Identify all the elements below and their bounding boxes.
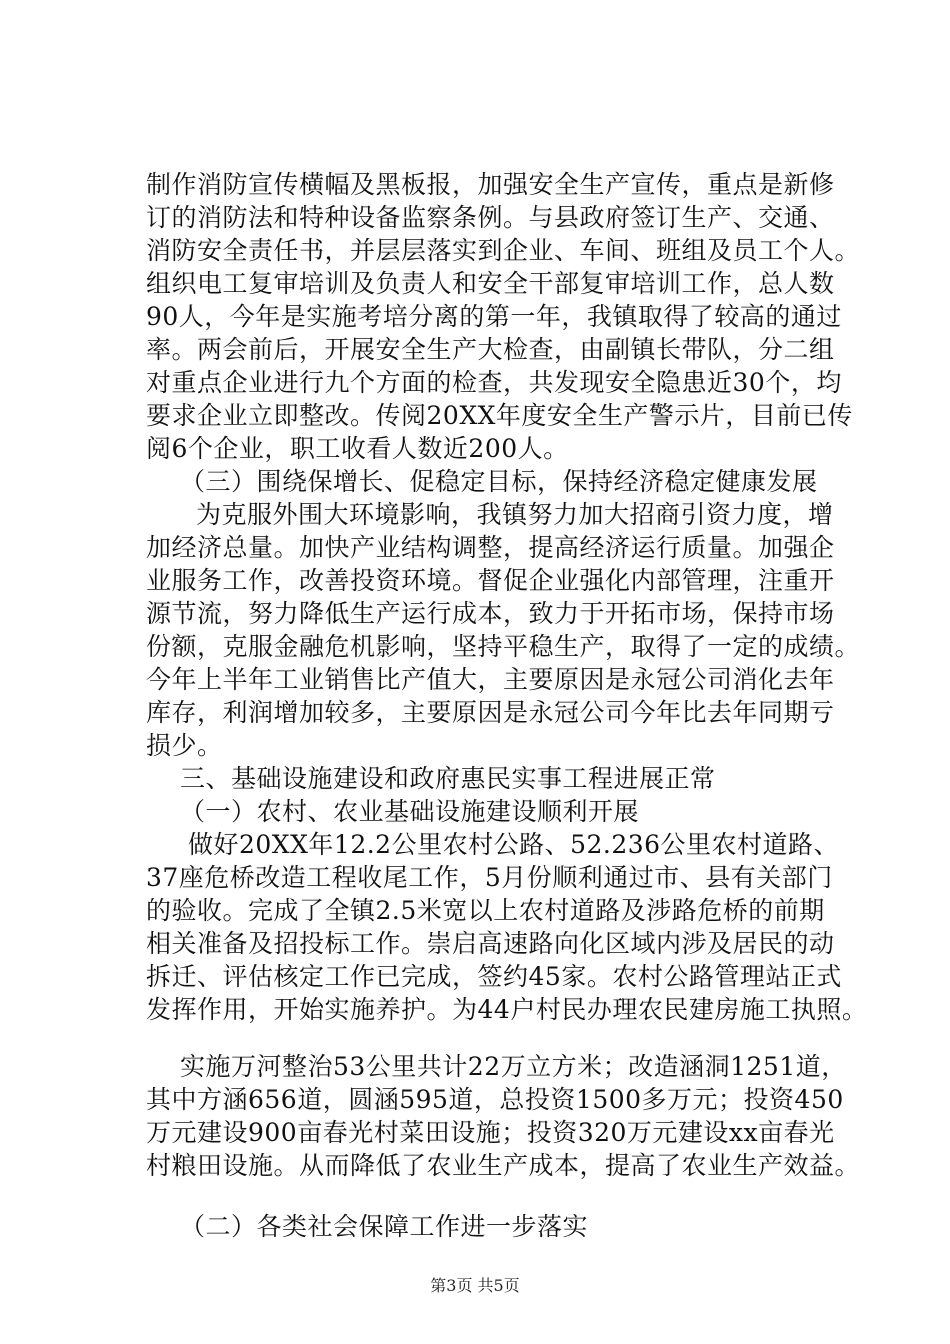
- body-text-line: 源节流，努力降低生产运行成本，致力于开拓市场，保持市场: [146, 599, 835, 628]
- body-text-line: 制作消防宣传横幅及黑板报，加强安全生产宣传，重点是新修: [146, 170, 835, 199]
- body-text-line: 发挥作用，开始实施养护。为44户村民办理农民建房施工执照。: [146, 995, 868, 1024]
- body-text-line: 相关准备及招投标工作。崇启高速路向化区域内涉及居民的动: [146, 929, 835, 958]
- section-heading: （三）围绕保增长、促稳定目标，保持经济稳定健康发展: [180, 467, 818, 496]
- body-text-line: 订的消防法和特种设备监察条例。与县政府签订生产、交通、: [146, 203, 835, 232]
- body-text-line: 万元建设900亩春光村菜田设施；投资320万元建设xx亩春光: [146, 1118, 835, 1147]
- body-text-line: 今年上半年工业销售比产值大，主要原因是永冠公司消化去年: [146, 665, 835, 694]
- body-text-line: 村粮田设施。从而降低了农业生产成本，提高了农业生产效益。: [146, 1151, 861, 1180]
- subsection-heading: （一）农村、农业基础设施建设顺利开展: [180, 797, 640, 826]
- body-text-line: 份额，克服金融危机影响，坚持平稳生产，取得了一定的成绩。: [146, 632, 861, 661]
- body-text-line: 做好20XX年12.2公里农村公路、52.236公里农村道路、: [188, 830, 840, 859]
- body-text-line: 业服务工作，改善投资环境。督促企业强化内部管理，注重开: [146, 566, 835, 595]
- body-text-line: 库存，利润增加较多，主要原因是永冠公司今年比去年同期亏: [146, 698, 835, 727]
- body-text-line: 损少。: [146, 731, 223, 760]
- body-text-line: 要求企业立即整改。传阅20XX年度安全生产警示片，目前已传: [146, 401, 853, 430]
- body-text-line: 的验收。完成了全镇2.5米宽以上农村道路及涉路危桥的前期: [146, 896, 825, 925]
- body-text-line: 其中方涵656道，圆涵595道，总投资1500多万元；投资450: [146, 1085, 844, 1114]
- section-heading: 三、基础设施建设和政府惠民实事工程进展正常: [180, 764, 716, 793]
- body-text-line: 对重点企业进行九个方面的检查，共发现安全隐患近30个，均: [146, 368, 842, 397]
- body-text-line: 实施万河整治53公里共计22万立方米；改造涵洞1251道，: [180, 1052, 847, 1081]
- page-footer: 第3页 共5页: [430, 1276, 520, 1295]
- body-text-line: 消防安全责任书，并层层落实到企业、车间、班组及员工个人。: [146, 236, 861, 265]
- body-text-line: 加经济总量。加快产业结构调整，提高经济运行质量。加强企: [146, 533, 835, 562]
- body-text-line: 组织电工复审培训及负责人和安全干部复审培训工作，总人数: [146, 269, 835, 298]
- body-text-line: 阅6个企业，职工收看人数近200人。: [146, 434, 569, 463]
- body-text-line: 37座危桥改造工程收尾工作，5月份顺利通过市、县有关部门: [146, 863, 833, 892]
- subsection-heading: （二）各类社会保障工作进一步落实: [180, 1212, 589, 1241]
- body-text-line: 90人，今年是实施考培分离的第一年，我镇取得了较高的通过: [146, 302, 842, 331]
- body-text-line: 拆迁、评估核定工作已完成，签约45家。农村公路管理站正式: [146, 962, 842, 991]
- body-text-line: 为克服外围大环境影响，我镇努力加大招商引资力度，增: [196, 500, 834, 529]
- body-text-line: 率。两会前后，开展安全生产大检查，由副镇长带队，分二组: [146, 335, 835, 364]
